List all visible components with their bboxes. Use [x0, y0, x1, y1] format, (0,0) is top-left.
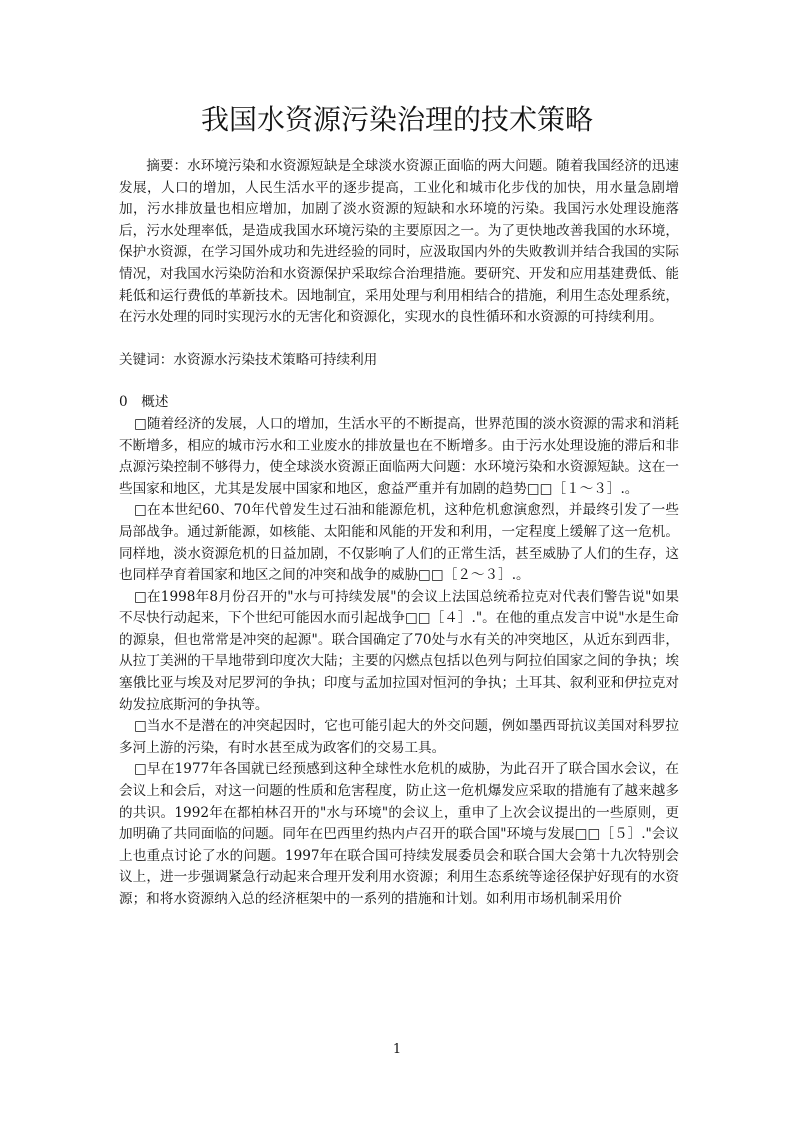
body-paragraph: □当水不是潜在的冲突起因时，它也可能引起大的外交问题，例如墨西哥抗议美国对科罗拉多河上游的污染，有时水甚至成为政客们的交易工具。 [119, 718, 679, 756]
section-heading: 0 概述 [119, 394, 169, 411]
body-paragraph: □在本世纪60、70年代曾发生过石油和能源危机，这种危机愈演愈烈，并最终引发了一些局部战争。通过新能源，如核能、太阳能和风能的开发和利用，一定程度上缓解了这一危机。同样地，淡水资源危机的日益加剧，不仅影响了人们的正常生活，甚至威胁了人们的生存，这也同样孕育着国家和地区之间的冲突和战争的威胁□□［２～３］.。 [119, 502, 679, 584]
body-paragraph: □在1998年8月份召开的"水与可持续发展"的会议上法国总统希拉克对代表们警告说"如果不尽快行动起来，下个世纪可能因水而引起战争□□［４］."。在他的重点发言中说"水是生命的源泉，但也常常是冲突的起源"。联合国确定了70处与水有关的冲突地区，从近东到西非，从拉丁美洲的干旱地带到印度次大陆；主要的闪燃点包括以色列与阿拉伯国家之间的争执；埃塞俄比亚与埃及对尼罗河的争执；印度与孟加拉国对恒河的争执；土耳其、叙利亚和伊拉克对幼发拉底斯河的争执等。 [119, 588, 679, 713]
document-title: 我国水资源污染治理的技术策略 [200, 103, 593, 136]
document-body [119, 156, 679, 911]
body-paragraph: □随着经济的发展，人口的增加，生活水平的不断提高，世界范围的淡水资源的需求和消耗不断增多，相应的城市污水和工业废水的排放量也在不断增多。由于污水处理设施的滞后和非点源污染控制不够得力，使全球淡水资源正面临两大问题：水环境污染和水资源短缺。这在一些国家和地区，尤其是发展中国家和地区，愈益严重并有加剧的趋势□□［１～３］.。 [119, 415, 679, 497]
body-paragraph: □早在1977年各国就已经预感到这种全球性水危机的威胁，为此召开了联合国水会议，在会议上和会后，对这一问题的性质和危害程度，防止这一危机爆发应采取的措施有了越来越多的共识。1992年在都柏林召开的"水与环境"的会议上，重申了上次会议提出的一些原则，更加明确了共同面临的问题。同年在巴西里约热内卢召开的联合国"环境与发展□□［５］."会议上也重点讨论了水的问题。1997年在联合国可持续发展委员会和联合国大会第十九次特别会议上，进一步强调紧急行动起来合理开发利用水资源；利用生态系统等途径保护好现有的水资源；和将水资源纳入总的经济框架中的一系列的措施和计划。如利用市场机制采用价 [119, 761, 679, 907]
keywords-line: 关键词：水资源水污染技术策略可持续利用 [119, 351, 378, 368]
abstract-paragraph: 摘要：水环境污染和水资源短缺是全球淡水资源正面临的两大问题。随着我国经济的迅速发展，人口的增加，人民生活水平的逐步提高，工业化和城市化步伐的加快，用水量急剧增加，污水排放量也相应增加，加剧了淡水资源的短缺和水环境的污染。我国污水处理设施落后，污水处理率低，是造成我国水环境污染的主要原因之一。为了更快地改善我国的水环境，保护水资源，在学习国外成功和先进经验的同时，应汲取国内外的失败教训并结合我国的实际情况，对我国水污染防治和水资源保护采取综合治理措施。要研究、开发和应用基建费低、能耗低和运行费低的革新技术。因地制宜，采用处理与利用相结合的措施，利用生态处理系统，在污水处理的同时实现污水的无害化和资源化，实现水的良性循环和水资源的可持续利用。 [119, 158, 679, 326]
page-number: 1 [392, 1042, 402, 1057]
